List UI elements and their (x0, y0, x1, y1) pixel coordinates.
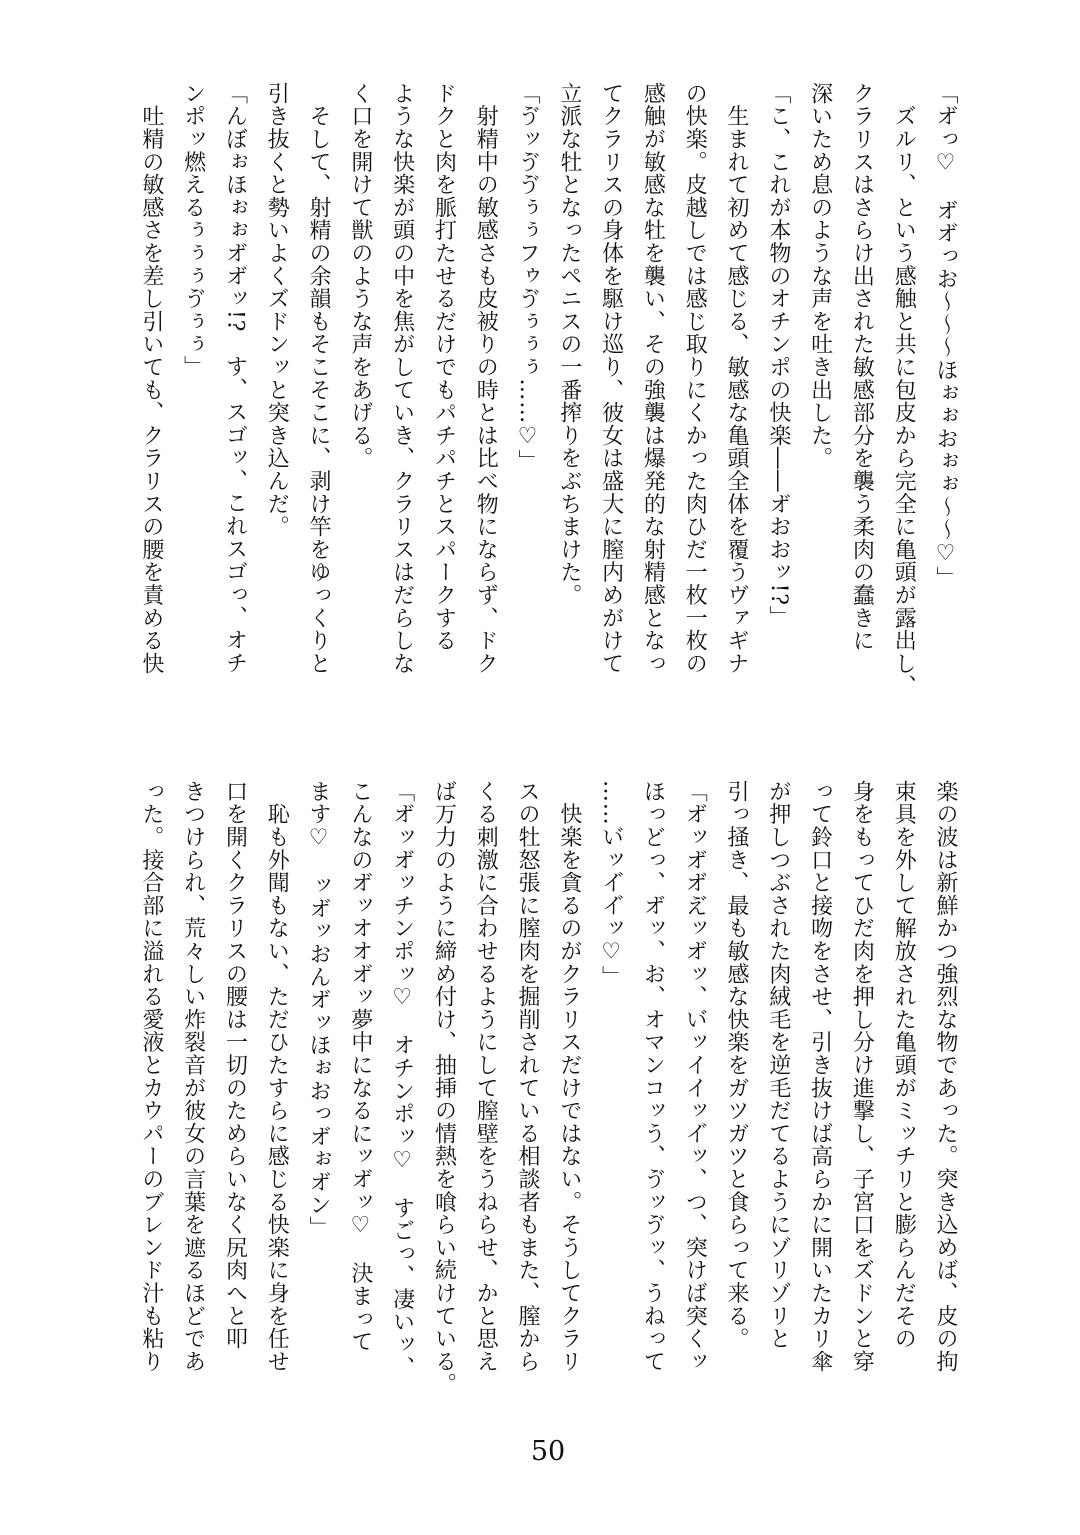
text-line: く口を開けて獣のような声をあげる。 (347, 82, 373, 470)
text-line: 深いため息のような声を吐き出した。 (807, 82, 833, 470)
text-line: 射精中の敏感さも皮被りの時とは比べ物にならず、ドク (473, 82, 499, 675)
text-line: ます♡ ッオ゙ッおんオ゙ッほぉおっオ゙ぉオ゙ン」 (306, 780, 332, 1239)
text-line: ンポッ燃えるぅぅぅゔぅぅ」 (180, 82, 206, 379)
text-line: ほっどっ、オ゙ッ、お、オマンコッう、ゔッゔッ、うねって (640, 780, 666, 1373)
text-line: きつけられ、荒々しい炸裂音が彼女の言葉を遮るほどであ (180, 780, 206, 1373)
upper-text-block (128, 82, 966, 722)
text-line: 引っ掻き、最も敏感な快楽をガツガツと食らって来る。 (724, 780, 750, 1350)
text-line: った。接合部に溢れる愛液とカウパーのブレンド汁も粘り (138, 780, 164, 1373)
text-line: 「こ、これが本物のオチンポの快楽――オ゙おおッ!?」 (765, 82, 791, 629)
text-line: 快楽を貪るのがクラリスだけではない。そうしてクラリ (556, 780, 582, 1373)
text-line: 吐精の敏感さを差し引いても、クラリスの腰を責める快 (138, 82, 164, 675)
text-line: こんなのオ゙ッオオオ゙ッ夢中になるにッオ゙ッ♡ 決まって (347, 780, 373, 1353)
text-line: ドクと肉を脈打たせるだけでもパチパチとスパークする (431, 82, 457, 652)
text-line: ような快楽が頭の中を焦がしていき、クラリスはだらしな (389, 82, 415, 675)
text-line: 身をもってひだ肉を押し分け進撃し、子宮口をズドンと穿 (849, 780, 875, 1373)
text-line: てクラリスの身体を駆け巡り、彼女は盛大に膣内めがけて (598, 82, 624, 675)
text-line: が押しつぶされた肉絨毛を逆毛だてるようにゾリゾリと (765, 780, 791, 1350)
text-line: 束具を外して解放された亀頭がミッチリと膨らんだその (891, 780, 917, 1350)
text-line: 感触が敏感な牡を襲い、その強襲は爆発的な射精感となっ (640, 82, 666, 675)
text-line: 引き抜くと勢いよくズドンッと突き込んだ。 (264, 82, 290, 538)
text-line: ば万力のように締め付け、抽挿の情熱を喰らい続けている。 (431, 780, 457, 1396)
text-line: 「オ゙ッオ゙ッチンポッ♡ オチンポッ♡ すごっ、凄いッ、 (389, 780, 415, 1379)
text-line: 恥も外聞もない、ただひたすらに感じる快楽に身を任せ (264, 780, 290, 1373)
page-number: 50 (530, 1436, 566, 1467)
text-line: 「んぼぉほぉぉオ゙オ゙ッ!? す、スゴッ、これスゴっ、オチ (222, 82, 248, 675)
text-line: ズルリ、という感触と共に包皮から完全に亀頭が露出し、 (891, 82, 917, 698)
text-line: クラリスはさらけ出された敏感部分を襲う柔肉の蠢きに (849, 82, 875, 652)
text-line: くる刺激に合わせるようにして膣壁をうねらせ、かと思え (473, 780, 499, 1373)
text-line: ……い゙ッイ゙イ゙ッ♡」 (598, 780, 624, 989)
text-line: 「オ゙っ♡ オ゙オ゙っお〜〜〜ほぉぉおぉぉ〜〜♡」 (933, 82, 958, 590)
text-line: 「ゔッゔゔぅぅフゥゔぅぅぅ……♡」 (515, 82, 541, 473)
text-line: 口を開くクラリスの腰は一切のためらいなく尻肉へと叩 (222, 780, 248, 1350)
text-line: って鈴口と接吻をさせ、引き抜けば高らかに開いたカリ傘 (807, 780, 833, 1373)
text-line: そして、射精の余韻もそこそこに、剥け竿をゆっくりと (306, 82, 332, 675)
text-line: 楽の波は新鮮かつ強烈な物であった。突き込めば、皮の拘 (933, 780, 958, 1373)
text-line: 立派な牡となったペニスの一番搾りをぶちまけた。 (556, 82, 582, 607)
lower-text-block (128, 780, 966, 1420)
text-line: スの牡怒張に膣肉を掘削されている相談者もまた、膣から (515, 780, 541, 1373)
text-line: 「オ゙ッオ゙オ゙え゙ッオ゙ッ、い゙ッイイッイ゙ッ、つ、突けば突くッ (682, 780, 708, 1373)
text-line: の快楽。皮越しでは感じ取りにくかった肉ひだ一枚一枚の (682, 82, 708, 675)
text-line: 生まれて初めて感じる、敏感な亀頭全体を覆うヴァギナ (724, 82, 750, 675)
